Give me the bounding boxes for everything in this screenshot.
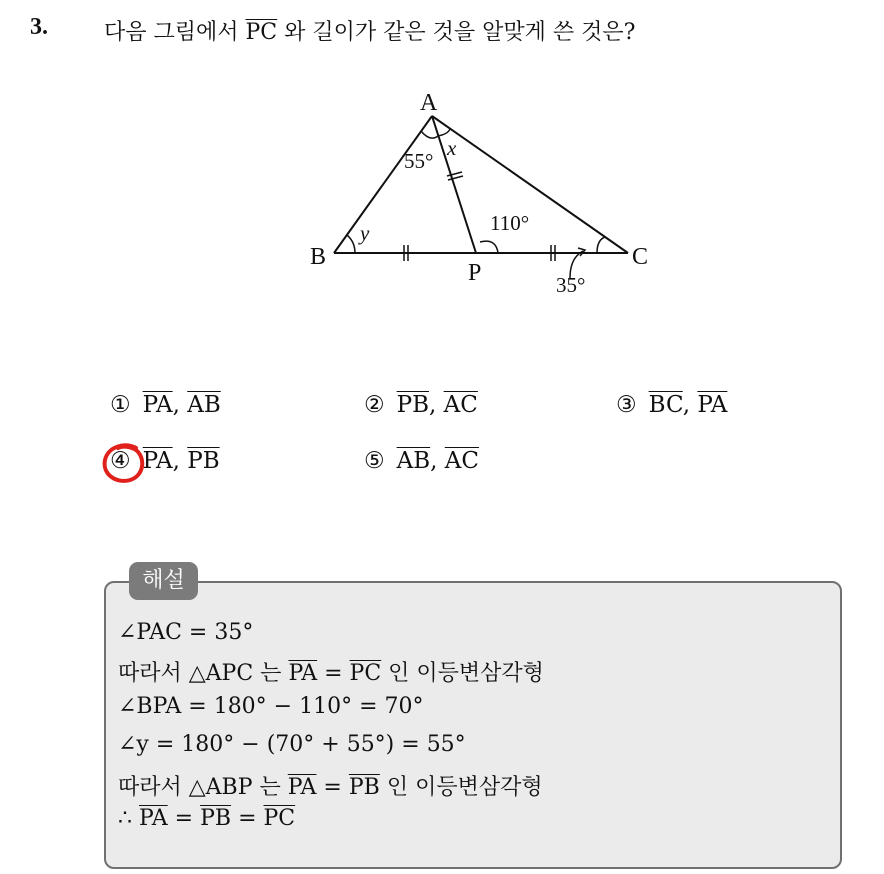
solution-line-6-seg1: $\overline{PA}$ — [139, 806, 168, 831]
question-text-after: 와 길이가 같은 것을 알맞게 쓴 것은? — [277, 20, 636, 45]
choice-4-seg1: $\overline{PA}$ — [142, 448, 173, 474]
solution-line-2-eq: = — [317, 661, 350, 686]
solution-line-5-seg1: $\overline{PA}$ — [287, 775, 317, 800]
choice-5-seg2: $\overline{AC}$ — [444, 448, 479, 474]
solution-line-5-seg2: $\overline{PB}$ — [348, 775, 380, 800]
solution-line-5-eq: = — [316, 775, 349, 800]
choice-1-number: ① — [110, 392, 131, 418]
choice-5-sep: , — [430, 448, 445, 474]
label-b: B — [310, 244, 327, 270]
label-angle-110: 110° — [490, 211, 530, 235]
question-text — [104, 15, 635, 46]
solution-line-6-seg2: $\overline{PB}$ — [200, 806, 232, 831]
choice-2-seg2: $\overline{AC}$ — [443, 392, 478, 418]
arc-angle-apc — [480, 241, 498, 253]
solution-line-2-a: 따라서 △APC 는 — [118, 661, 289, 686]
choice-5[interactable] — [364, 448, 479, 474]
choice-1-sep: , — [172, 392, 188, 418]
choice-1-seg1: $\overline{PA}$ — [142, 392, 173, 418]
triangle-figure — [300, 80, 670, 300]
solution-line-6-eq1: = — [167, 806, 201, 831]
choice-3-sep: , — [682, 392, 698, 418]
label-angle-55: 55° — [404, 149, 434, 173]
label-angle-y: y — [360, 221, 370, 245]
choice-3-number: ③ — [616, 392, 637, 418]
solution-line-2 — [118, 656, 544, 687]
solution-line-1: ∠PAC = 35° — [118, 620, 254, 645]
label-c: C — [632, 244, 649, 270]
label-a: A — [420, 90, 438, 116]
answer-circle-mark — [100, 440, 150, 486]
solution-tag: 해설 — [129, 562, 198, 600]
side-ab — [334, 116, 432, 253]
arc-angle-b — [347, 235, 355, 253]
choice-1[interactable] — [110, 392, 221, 418]
label-angle-35: 35° — [556, 273, 586, 297]
solution-line-2-seg2: $\overline{PC}$ — [349, 661, 382, 686]
arc-angle-pac — [438, 129, 450, 136]
solution-line-2-b: 인 이등변삼각형 — [381, 661, 544, 686]
solution-line-5-a: 따라서 △ABP 는 — [118, 775, 288, 800]
solution-line-6 — [118, 806, 295, 831]
side-ac — [432, 116, 628, 253]
choice-2-seg1: $\overline{PB}$ — [396, 392, 430, 418]
arc-angle-bap — [421, 131, 438, 138]
solution-line-4: ∠y = 180° − (70° + 55°) = 55° — [118, 732, 466, 757]
solution-line-6-seg3: $\overline{PC}$ — [263, 806, 296, 831]
choice-3[interactable] — [616, 392, 727, 418]
choice-2-sep: , — [429, 392, 444, 418]
solution-line-2-seg1: $\overline{PA}$ — [288, 661, 318, 686]
question-segment: $\overline{PC}$ — [245, 20, 278, 45]
solution-line-6-a: ∴ — [118, 806, 139, 831]
choice-3-seg1: $\overline{BC}$ — [648, 392, 683, 418]
label-p: P — [468, 260, 482, 286]
solution-line-5 — [118, 770, 543, 801]
solution-line-3: ∠BPA = 180° − 110° = 70° — [118, 694, 424, 719]
question-number: 3. — [30, 14, 48, 40]
choice-4-seg2: $\overline{PB}$ — [187, 448, 220, 474]
choice-5-seg1: $\overline{AB}$ — [396, 448, 431, 474]
solution-line-5-b: 인 이등변삼각형 — [379, 775, 543, 800]
choice-3-seg2: $\overline{PA}$ — [697, 392, 728, 418]
question-text-before: 다음 그림에서 — [104, 20, 246, 45]
choice-4-number: ④ — [110, 448, 131, 474]
tick-ap-2 — [448, 176, 463, 180]
choice-4-sep: , — [172, 448, 188, 474]
choice-2-number: ② — [364, 392, 385, 418]
solution-line-6-eq2: = — [231, 806, 264, 831]
choice-1-seg2: $\overline{AB}$ — [187, 392, 221, 418]
choice-2[interactable] — [364, 392, 478, 418]
choice-5-number: ⑤ — [364, 448, 385, 474]
label-angle-x: x — [447, 136, 457, 160]
arc-angle-c — [597, 237, 605, 253]
